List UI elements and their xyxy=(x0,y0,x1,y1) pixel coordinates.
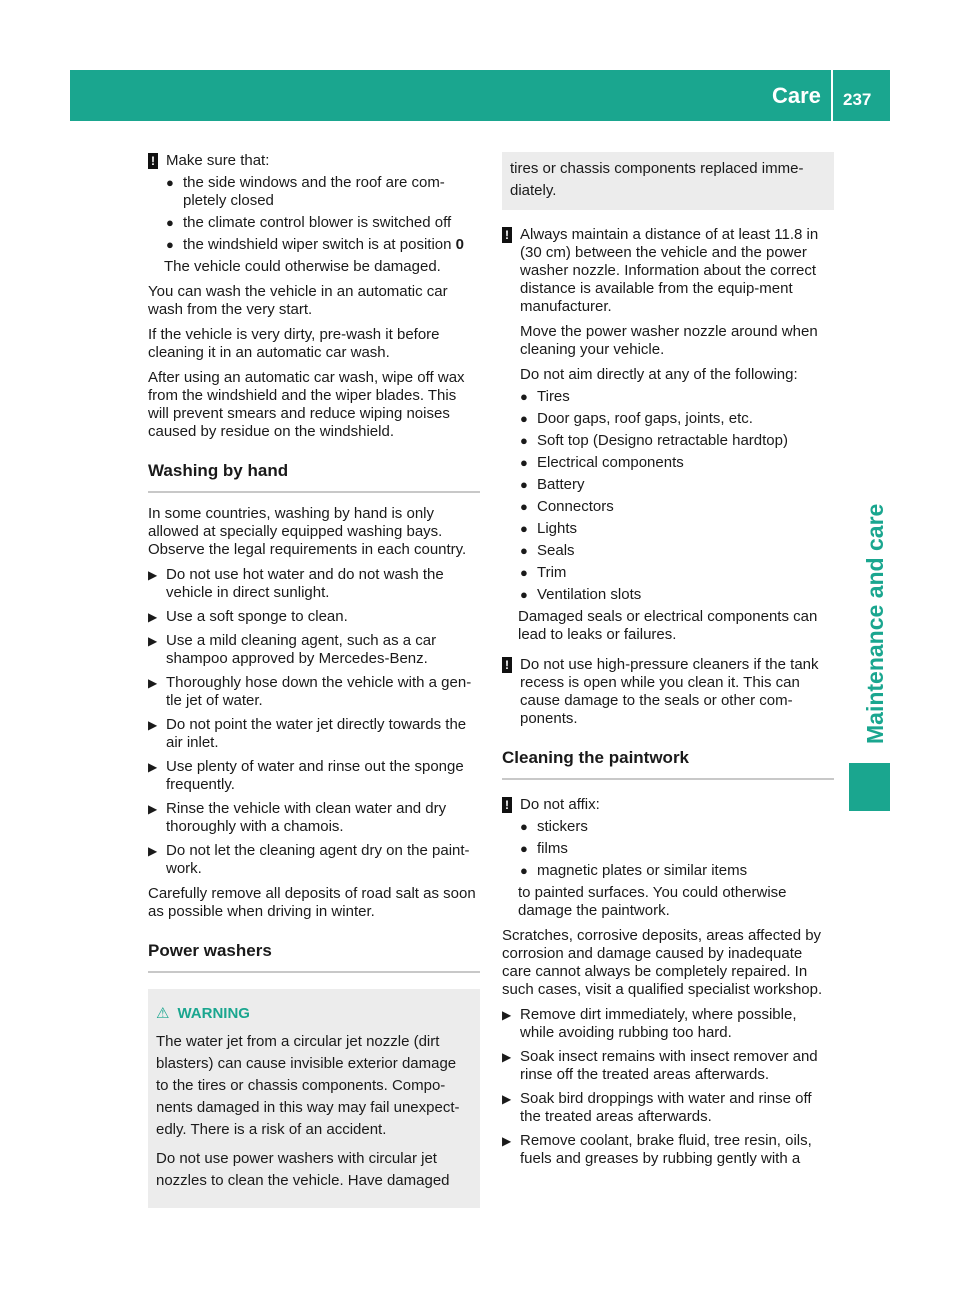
step-list xyxy=(502,1006,834,1168)
notice-block xyxy=(502,796,834,814)
page-number: 237 xyxy=(843,90,872,109)
notice-icon: ! xyxy=(502,227,512,243)
list-item: ▶ Remove dirt immediately, where possible, while avoiding rubbing too hard. xyxy=(502,1006,797,1041)
bullet-icon: ● xyxy=(520,841,528,856)
bullet-icon: ● xyxy=(520,499,528,514)
notice-block xyxy=(502,226,834,384)
bullet-icon: ● xyxy=(520,389,528,404)
list-item: ● Tires xyxy=(520,388,570,405)
list-item: ● Door gaps, roof gaps, joints, etc. xyxy=(520,410,753,427)
arrow-icon: ▶ xyxy=(502,1134,512,1148)
bullet-icon: ● xyxy=(166,175,174,190)
bullet-icon: ● xyxy=(520,455,528,470)
arrow-icon: ▶ xyxy=(148,610,158,624)
bullet-icon: ● xyxy=(166,215,174,230)
arrow-icon: ▶ xyxy=(148,634,158,648)
warning-text: Do not use power washers with circular jet nozzles to clean the vehicle. Have damaged xyxy=(156,1150,450,1189)
notice-intro: Make sure that: xyxy=(166,152,270,169)
notice-outro: Damaged seals or electrical components can lead to leaks or failures. xyxy=(518,608,818,643)
side-tab-marker xyxy=(849,763,890,811)
bullet-icon: ● xyxy=(520,477,528,492)
paragraph: Scratches, corrosive deposits, areas affected by corrosion and damage caused by inadequate care cannot always be completely repaired. In such cases, visit a qualified specialist workshop. xyxy=(502,927,823,998)
list-item: ▶ Soak bird droppings with water and rinse off the treated areas afterwards. xyxy=(502,1090,812,1125)
position-value: 0 xyxy=(455,236,464,253)
arrow-icon: ▶ xyxy=(148,718,158,732)
notice-outro: to painted surfaces. You could otherwise damage the paintwork. xyxy=(518,884,787,919)
paragraph: After using an automatic car wash, wipe off wax from the windshield and the wiper blades. This will prevent smears and reduce wiping noises caused by residue on the windshield. xyxy=(148,369,465,440)
list-item: ● Seals xyxy=(520,542,575,559)
paragraph: Carefully remove all deposits of road salt as soon as possible when driving in winter. xyxy=(148,885,476,920)
bullet-icon: ● xyxy=(520,433,528,448)
list-item: ● Lights xyxy=(520,520,578,537)
bullet-icon: ● xyxy=(520,587,528,602)
list-item: ● the windshield wiper switch is at position 0 xyxy=(166,236,464,253)
notice-text: Always maintain a distance of at least 11.8 in (30 cm) between the vehicle and the power washer nozzle. Information about the correct distance is available from the equip-ment manufacturer. xyxy=(520,226,819,315)
notice-block xyxy=(502,656,834,728)
warning-box-continued: tires or chassis components replaced imme-diately. xyxy=(502,152,834,210)
bullet-icon: ● xyxy=(166,237,174,252)
list-item: ▶ Soak insect remains with insect remover and rinse off the treated areas afterwards. xyxy=(502,1048,818,1083)
list-item: ▶ Thoroughly hose down the vehicle with a gen-tle jet of water. xyxy=(148,674,472,709)
paragraph: In some countries, washing by hand is only allowed at specially equipped washing bays. Observe the legal requirements in each country. xyxy=(148,505,467,558)
arrow-icon: ▶ xyxy=(502,1050,512,1064)
list-item: ▶ Rinse the vehicle with clean water and dry thoroughly with a chamois. xyxy=(148,800,447,835)
list-item: ● stickers xyxy=(520,818,588,835)
arrow-icon: ▶ xyxy=(148,844,158,858)
notice-text: Do not use high-pressure cleaners if the tank recess is open while you clean it. This can cause damage to the seals or other com-ponents. xyxy=(520,656,819,727)
list-item: ▶ Remove coolant, brake fluid, tree resin, oils, fuels and greases by rubbing gently with a xyxy=(502,1132,812,1167)
right-column xyxy=(502,152,834,1175)
heading-washing-by-hand: Washing by hand xyxy=(148,461,480,493)
list-item: ● magnetic plates or similar items xyxy=(520,862,748,879)
bullet-list xyxy=(148,174,480,254)
arrow-icon: ▶ xyxy=(148,676,158,690)
warning-box xyxy=(148,989,480,1208)
heading-cleaning-paintwork: Cleaning the paintwork xyxy=(502,748,834,780)
list-item: ● Soft top (Designo retractable hardtop) xyxy=(520,432,788,449)
bullet-icon: ● xyxy=(520,565,528,580)
paragraph: You can wash the vehicle in an automatic car wash from the very start. xyxy=(148,283,448,318)
bullet-icon: ● xyxy=(520,543,528,558)
notice-icon: ! xyxy=(502,657,512,673)
bullet-icon: ● xyxy=(520,411,528,426)
section-title: Care xyxy=(772,83,821,108)
list-item: ● Ventilation slots xyxy=(520,586,642,603)
side-tab-label: Maintenance and care xyxy=(862,503,888,744)
bullet-icon: ● xyxy=(520,819,528,834)
list-item: ● Electrical components xyxy=(520,454,684,471)
step-list xyxy=(148,566,480,878)
list-item: ▶ Use plenty of water and rinse out the sponge frequently. xyxy=(148,758,464,793)
notice-text: Do not aim directly at any of the following: xyxy=(520,366,798,383)
warning-header: ⚠ WARNING xyxy=(156,1005,250,1022)
list-item: ● the side windows and the roof are com-pletely closed xyxy=(166,174,445,209)
warning-triangle-icon: ⚠ xyxy=(156,1005,170,1022)
arrow-icon: ▶ xyxy=(148,802,158,816)
notice-outro: The vehicle could otherwise be damaged. xyxy=(164,258,441,275)
list-item: ▶ Use a mild cleaning agent, such as a car shampoo approved by Mercedes-Benz. xyxy=(148,632,437,667)
notice-icon: ! xyxy=(502,797,512,813)
list-item: ● films xyxy=(520,840,568,857)
list-item: ● Trim xyxy=(520,564,567,581)
arrow-icon: ▶ xyxy=(502,1008,512,1022)
notice-text: Move the power washer nozzle around when cleaning your vehicle. xyxy=(520,323,818,358)
bullet-list xyxy=(502,818,834,880)
warning-text: The water jet from a circular jet nozzle (dirt blasters) can cause invisible exterior damage to the tires or chassis components. Compo-nents damaged in this way may fail unexpect-edly. There is a risk of an accident. xyxy=(156,1033,460,1138)
bullet-icon: ● xyxy=(520,863,528,878)
list-item: ▶ Do not let the cleaning agent dry on the paint-work. xyxy=(148,842,470,877)
list-item: ▶ Use a soft sponge to clean. xyxy=(148,608,348,625)
list-item: ● the climate control blower is switched off xyxy=(166,214,452,231)
list-item: ● Connectors xyxy=(520,498,614,515)
arrow-icon: ▶ xyxy=(502,1092,512,1106)
heading-power-washers: Power washers xyxy=(148,941,480,973)
bullet-list xyxy=(502,388,834,604)
list-item: ● Battery xyxy=(520,476,585,493)
notice-intro: Do not affix: xyxy=(520,796,600,813)
notice-block xyxy=(148,152,480,170)
notice-icon: ! xyxy=(148,153,158,169)
bullet-icon: ● xyxy=(520,521,528,536)
arrow-icon: ▶ xyxy=(148,760,158,774)
paragraph: If the vehicle is very dirty, pre-wash it before cleaning it in an automatic car wash. xyxy=(148,326,440,361)
list-item: ▶ Do not use hot water and do not wash the vehicle in direct sunlight. xyxy=(148,566,444,601)
header-bar xyxy=(70,70,830,121)
left-column xyxy=(148,152,480,1208)
list-item: ▶ Do not point the water jet directly towards the air inlet. xyxy=(148,716,467,751)
arrow-icon: ▶ xyxy=(148,568,158,582)
